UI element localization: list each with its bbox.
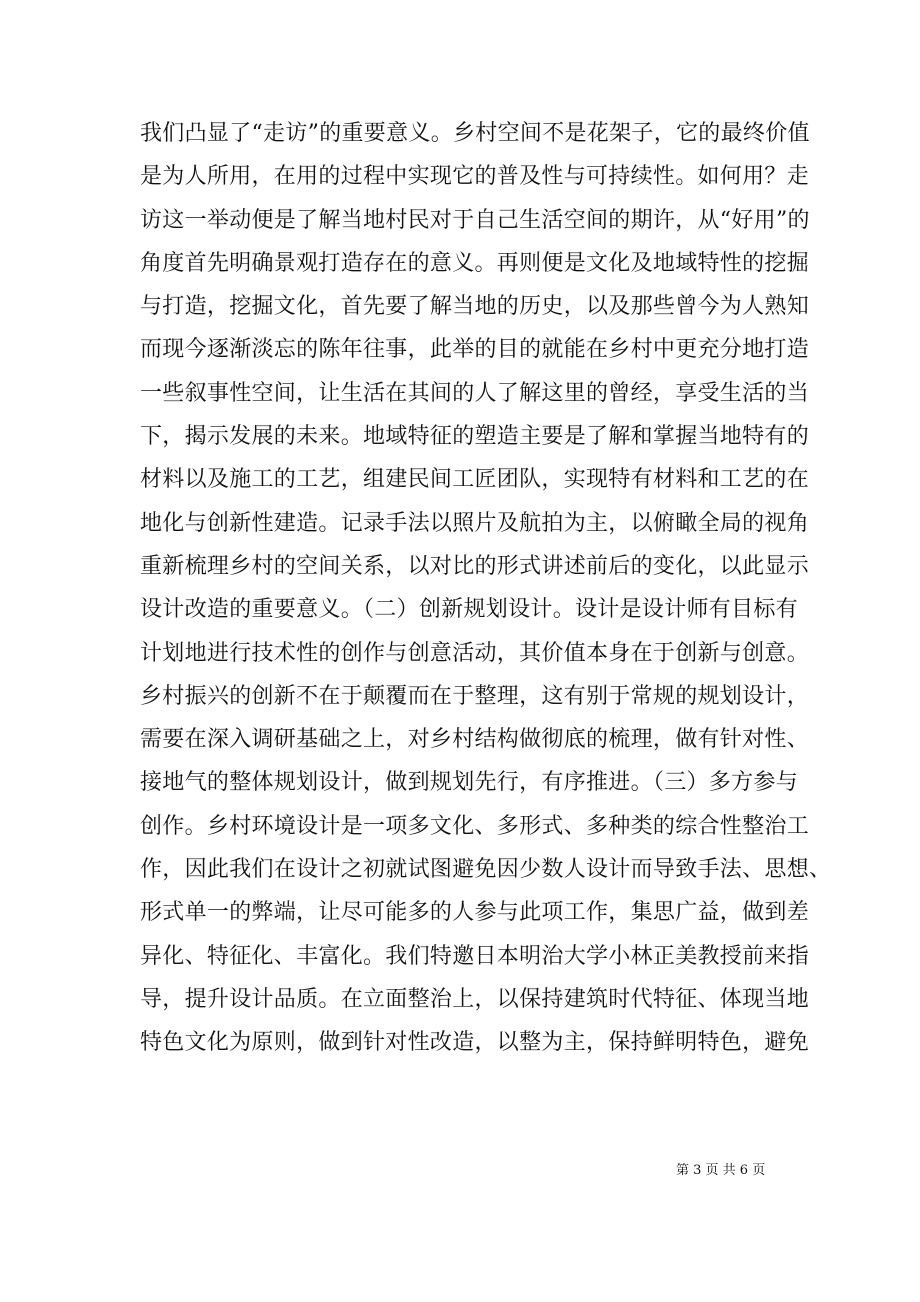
text-line: 下，揭示发展的未来。地域特征的塑造主要是了解和掌握当地特有的 [140,424,810,450]
body-paragraph [140,112,832,1065]
text-line: 乡村振兴的创新不在于颠覆而在于整理，这有别于常规的规划设计， [140,683,810,709]
text-line: 是为人所用，在用的过程中实现它的普及性与可持续性。如何用？走 [140,164,810,190]
text-line: 一些叙事性空间，让生活在其间的人了解这里的曾经，享受生活的当 [140,380,810,406]
text-line: 与打造，挖掘文化，首先要了解当地的历史，以及那些曾今为人熟知 [140,294,810,320]
text-line: 角度首先明确景观打造存在的意义。再则便是文化及地域特性的挖掘 [140,250,810,276]
text-line: 计划地进行技术性的创作与创意活动，其价值本身在于创新与创意。 [140,640,810,666]
text-line: 接地气的整体规划设计，做到规划先行，有序推进。（三）多方参与 [140,770,799,796]
text-line: 需要在深入调研基础之上，对乡村结构做彻底的梳理，做有针对性、 [140,727,810,753]
text-line: 而现今逐渐淡忘的陈年往事，此举的目的就能在乡村中更充分地打造 [140,337,810,363]
text-line: 地化与创新性建造。记录手法以照片及航拍为主，以俯瞰全局的视角 [140,510,810,536]
text-line: 材料以及施工的工艺，组建民间工匠团队，实现特有材料和工艺的在 [140,467,810,493]
text-line: 创作。乡村环境设计是一项多文化、多形式、多种类的综合性整治工 [140,813,810,839]
text-line: 设计改造的重要意义。（二）创新规划设计。设计是设计师有目标有 [140,597,799,623]
text-line: 导，提升设计品质。在立面整治上，以保持建筑时代特征、体现当地 [140,986,810,1012]
page-number-footer: 第 3 页 共 6 页 [676,1163,766,1178]
text-line: 作，因此我们在设计之初就试图避免因少数人设计而导致手法、思想、 [140,857,832,883]
text-line: 特色文化为原则，做到针对性改造，以整为主，保持鲜明特色，避免 [140,1030,810,1056]
text-line: 形式单一的弊端，让尽可能多的人参与此项工作，集思广益，做到差 [140,900,810,926]
text-line: 我们凸显了“走访”的重要意义。乡村空间不是花架子，它的最终价值 [140,121,810,146]
text-line: 重新梳理乡村的空间关系，以对比的形式讲述前后的变化，以此显示 [140,553,810,579]
text-line: 访这一举动便是了解当地村民对于自己生活空间的期许，从“好用”的 [140,207,810,233]
text-line: 异化、特征化、丰富化。我们特邀日本明治大学小林正美教授前来指 [140,943,810,969]
